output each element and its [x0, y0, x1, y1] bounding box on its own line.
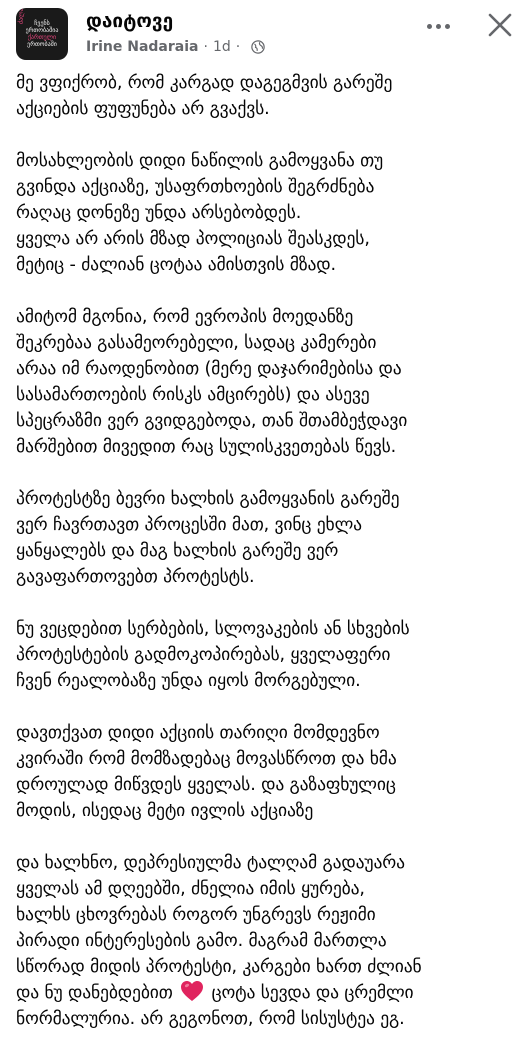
post-line-with-emoji — [16, 980, 521, 1006]
post-text — [16, 70, 521, 1058]
post-line: გვინდა აქციაზე, უსაფრთხოების შეგრძნება — [16, 177, 375, 197]
more-options-button[interactable] — [420, 12, 456, 40]
avatar-text-line: ერთობაშია — [25, 27, 59, 34]
post-text-fragment: ცოტა სევდა და ცრემლი — [206, 983, 414, 1003]
post-line: ნორმალურია. არ გეგონოთ, რომ სისუსტეა ეგ. — [16, 1009, 405, 1029]
post-line: ყველას ამ დღეებში, ძნელია იმის ყურება, — [16, 879, 365, 899]
post-line: სწორად მიდის პროტესტი, კარგები ხართ ძლიან — [16, 957, 422, 977]
post-paragraph — [16, 148, 521, 278]
post-meta — [86, 39, 265, 55]
post-line: ვერ ჩავრთავთ პროცესში მათ, ვინც ეხლა — [16, 515, 362, 535]
page-avatar[interactable] — [16, 8, 68, 60]
meta-separator: · — [235, 39, 241, 55]
post-line: პროტესტზე ბევრი ხალხის გამოყვანის გარეშე — [16, 489, 400, 509]
post-paragraph — [16, 616, 521, 694]
post-line: აქციების ფუფუნება არ გვაქვს. — [16, 99, 270, 119]
post-line: მოსახლეობის დიდი ნაწილის გამოყვანა თუ — [16, 151, 384, 171]
post-line: ხალხს ცხოვრებას როგორ უნგრევს რეჟიმი — [16, 905, 376, 925]
post-line: დროულად მიწვდეს ყველას. და გაზაფხულიც — [16, 775, 396, 795]
post-line: მარშებით მივედით რაც სულისკვეთებას წევს. — [16, 437, 397, 457]
post-paragraph — [16, 304, 521, 460]
close-button[interactable] — [484, 9, 516, 41]
post-line: სპეცრაზმი ვერ გვიდგებოდა, თან შთამბეჭდავი — [16, 411, 408, 431]
post-timestamp-link[interactable]: 1d — [212, 39, 231, 55]
avatar-text-line: ჩვენს — [34, 20, 50, 27]
post-text-fragment: და ნუ დანებდებით — [16, 983, 179, 1003]
more-dots-icon — [427, 24, 432, 29]
post-line: რაღაც დონეზე უნდა არსებობდეს. — [16, 203, 302, 223]
post-line: კვირაში რომ მომზადებაც მოვასწროთ და ხმა — [16, 749, 397, 769]
post-line: მეტიც - ძალიან ცოტაა ამისთვის მზად. — [16, 255, 336, 275]
post-line: სასამართოების რისკს ამცირებს) და ასევე — [16, 385, 370, 405]
post-line: ყველა არ არის მზად პოლიციას შეასკდეს, — [16, 229, 370, 249]
post-line: არაა იმ რაოდენობით (მერე დაჯარიმებისა და — [16, 359, 402, 379]
post-line: გავაფართოვებთ პროტესტს. — [16, 567, 255, 587]
post-line: მოდის, ისედაც მეტი ივლის აქციაზე — [16, 801, 314, 821]
post-line: და ხალხნო, დეპრესიულმა ტალღამ გადაუარა — [16, 853, 405, 873]
author-name-link[interactable]: Irine Nadaraia — [86, 39, 199, 55]
post-line: მე ვფიქრობ, რომ კარგად დაგეგმვის გარეშე — [16, 73, 393, 93]
avatar-text-line: ქართული — [27, 34, 57, 41]
post-line: შეკრებაა გასამეორებელი, სადაც კამერები — [16, 333, 377, 353]
post-line: დავთქვათ დიდი აქციის თარიღი მომდევნო — [16, 723, 380, 743]
post-line: ყანყალებს და მაგ ხალხის გარეშე ვერ — [16, 541, 339, 561]
post-paragraph — [16, 720, 521, 824]
post-line: პირადი ინტერესების გამო. მაგრამ მართლა — [16, 931, 387, 951]
meta-separator: · — [203, 39, 208, 55]
close-icon — [484, 9, 516, 41]
more-dots-icon — [436, 24, 441, 29]
globe-icon[interactable] — [251, 40, 265, 54]
post-line: ნუ ვეცდებით სერბების, სლოვაკების ან სხვების — [16, 619, 410, 639]
post-line: ამიტომ მგონია, რომ ევროპის მოედანზე — [16, 307, 354, 327]
post-header — [0, 0, 531, 64]
post-paragraph — [16, 70, 521, 122]
avatar-side-text: ძალა — [18, 8, 25, 24]
red-heart-icon — [180, 980, 204, 1002]
post-paragraph — [16, 850, 521, 1032]
page-name-link[interactable]: დაიტოვე — [86, 10, 174, 32]
avatar-text-line: ერთობაში — [27, 41, 57, 48]
post-line: ჩვენ რეალობაზე უნდა იყოს მორგებული. — [16, 671, 361, 691]
post-paragraph — [16, 486, 521, 590]
post-line: პროტესტების გადმოკოპირებას, ყველაფერი — [16, 645, 391, 665]
more-dots-icon — [445, 24, 450, 29]
